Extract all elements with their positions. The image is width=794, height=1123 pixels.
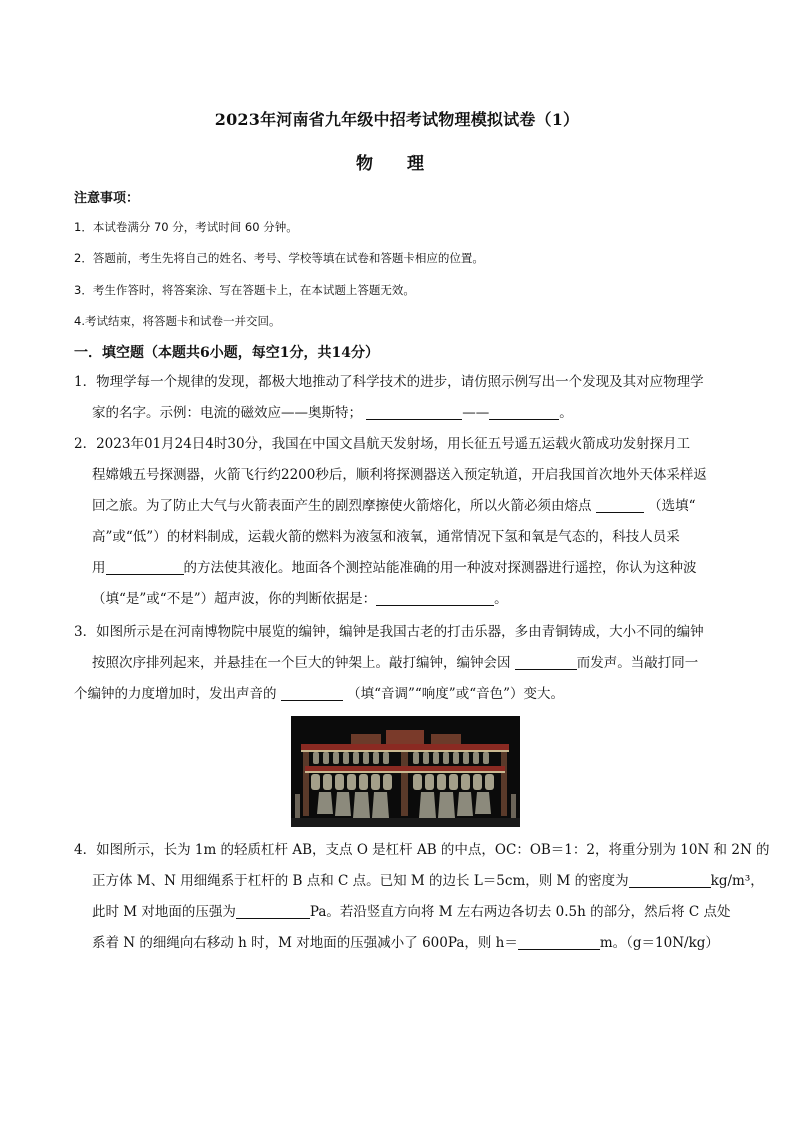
question-text: 家的名字。示例：电流的磁效应——奥斯特； — [92, 405, 362, 421]
question-line: 程嫦娥五号探测器，火箭飞行约2200秒后，顺利将探测器送入预定轨道，开启我国首次地外天体采样返 — [92, 467, 707, 483]
question-line: 1．物理学每一个规律的发现，都极大地推动了科学技术的进步，请仿照示例写出一个发现及其对应物理学 — [74, 374, 704, 390]
answer-blank[interactable] — [376, 589, 494, 606]
question-text: Pa。若沿竖直方向将 M 左右两边各切去 0.5h 的部分，然后将 C 点处 — [309, 904, 731, 920]
answer-blank[interactable] — [281, 684, 343, 701]
question-text: 此时 M 对地面的压强为 — [92, 904, 236, 920]
answer-blank[interactable] — [515, 653, 577, 670]
question-text: 而发声。当敲打同一 — [576, 655, 699, 671]
question-text: 正方体 M、N 用细绳系于杠杆的 B 点和 C 点。已知 M 的边长 L＝5cm，则 M 的密度为 — [92, 873, 629, 889]
question-text: 的方法使其液化。地面各个测控站能准确的用一种波对探测器进行遥控，你认为这种波 — [183, 560, 697, 576]
question-text: 个编钟的力度增加时，发出声音的 — [74, 686, 277, 702]
exam-title: 2023年河南省九年级中招考试物理模拟试卷（1） — [214, 110, 580, 129]
question-line — [74, 648, 724, 679]
notice-item: 4.考试结束，将答题卡和试卷一并交回。 — [74, 314, 281, 328]
question-line: 2．2023年01月24日4时30分，我国在中国文昌航天发射场，用长征五号遥五运载火箭成功发射探月工 — [74, 436, 691, 452]
answer-blank[interactable] — [236, 902, 310, 919]
question-text: m。（g＝10N/kg） — [599, 935, 719, 951]
question-text: 。 — [494, 591, 508, 607]
question-line — [74, 679, 724, 710]
question-text: （选填“ — [648, 498, 696, 514]
notice-item: 2．答题前，考生先将自己的姓名、考号、学校等填在试卷和答题卡相应的位置。 — [74, 251, 484, 265]
question-text: （填“是”或“不是”）超声波，你的判断依据是： — [92, 591, 377, 607]
question-text: 。 — [559, 405, 573, 421]
question-text: 用 — [92, 560, 106, 576]
bianzhong-bells-image — [291, 716, 520, 827]
question-4 — [74, 835, 770, 959]
question-text: kg/m³， — [710, 873, 764, 889]
notice-heading: 注意事项： — [74, 191, 140, 206]
question-line — [74, 584, 724, 615]
notice-item: 1．本试卷满分 70 分，考试时间 60 分钟。 — [74, 220, 298, 234]
question-line — [74, 491, 724, 522]
question-2 — [74, 429, 724, 615]
section-heading: 一．填空题（本题共6小题，每空1分，共14分） — [74, 345, 379, 361]
subject-title: 物 理 — [356, 154, 438, 174]
question-1 — [74, 367, 724, 429]
notice-item: 3．考生作答时，将答案涂、写在答题卡上，在本试题上答题无效。 — [74, 283, 415, 297]
bells-photo-illustration — [291, 716, 520, 827]
question-line — [74, 866, 764, 897]
question-text: 回之旅。为了防止大气与火箭表面产生的剧烈摩擦使火箭熔化，所以火箭必须由熔点 — [92, 498, 592, 514]
answer-blank[interactable] — [366, 403, 462, 420]
question-3 — [74, 617, 724, 710]
question-line: 高”或“低”）的材料制成，运载火箭的燃料为液氢和液氧，通常情况下氢和氧是气态的，科技人员采 — [92, 529, 680, 545]
question-line: 3．如图所示是在河南博物院中展览的编钟，编钟是我国古老的打击乐器，多由青铜铸成，大小不同的编钟 — [74, 624, 704, 640]
question-line — [74, 398, 724, 429]
question-text: （填“音调”“响度”或“音色”）变大。 — [347, 686, 565, 702]
question-line — [74, 928, 724, 959]
answer-blank[interactable] — [489, 403, 559, 420]
question-line — [74, 553, 724, 584]
question-text: 系着 N 的细绳向右移动 h 时，M 对地面的压强减小了 600Pa，则 h＝ — [92, 935, 518, 951]
answer-blank[interactable] — [106, 558, 184, 575]
question-text: 按照次序排列起来，并悬挂在一个巨大的钟架上。敲打编钟，编钟会因 — [92, 655, 511, 671]
question-text: —— — [462, 405, 490, 421]
answer-blank[interactable] — [518, 933, 600, 950]
answer-blank[interactable] — [629, 871, 711, 888]
question-line: 4．如图所示，长为 1m 的轻质杠杆 AB，支点 O 是杠杆 AB 的中点，OC：OB＝1：2，将重分别为 10N 和 2N 的 — [74, 842, 770, 858]
answer-blank[interactable] — [596, 496, 644, 513]
question-line — [74, 897, 731, 928]
